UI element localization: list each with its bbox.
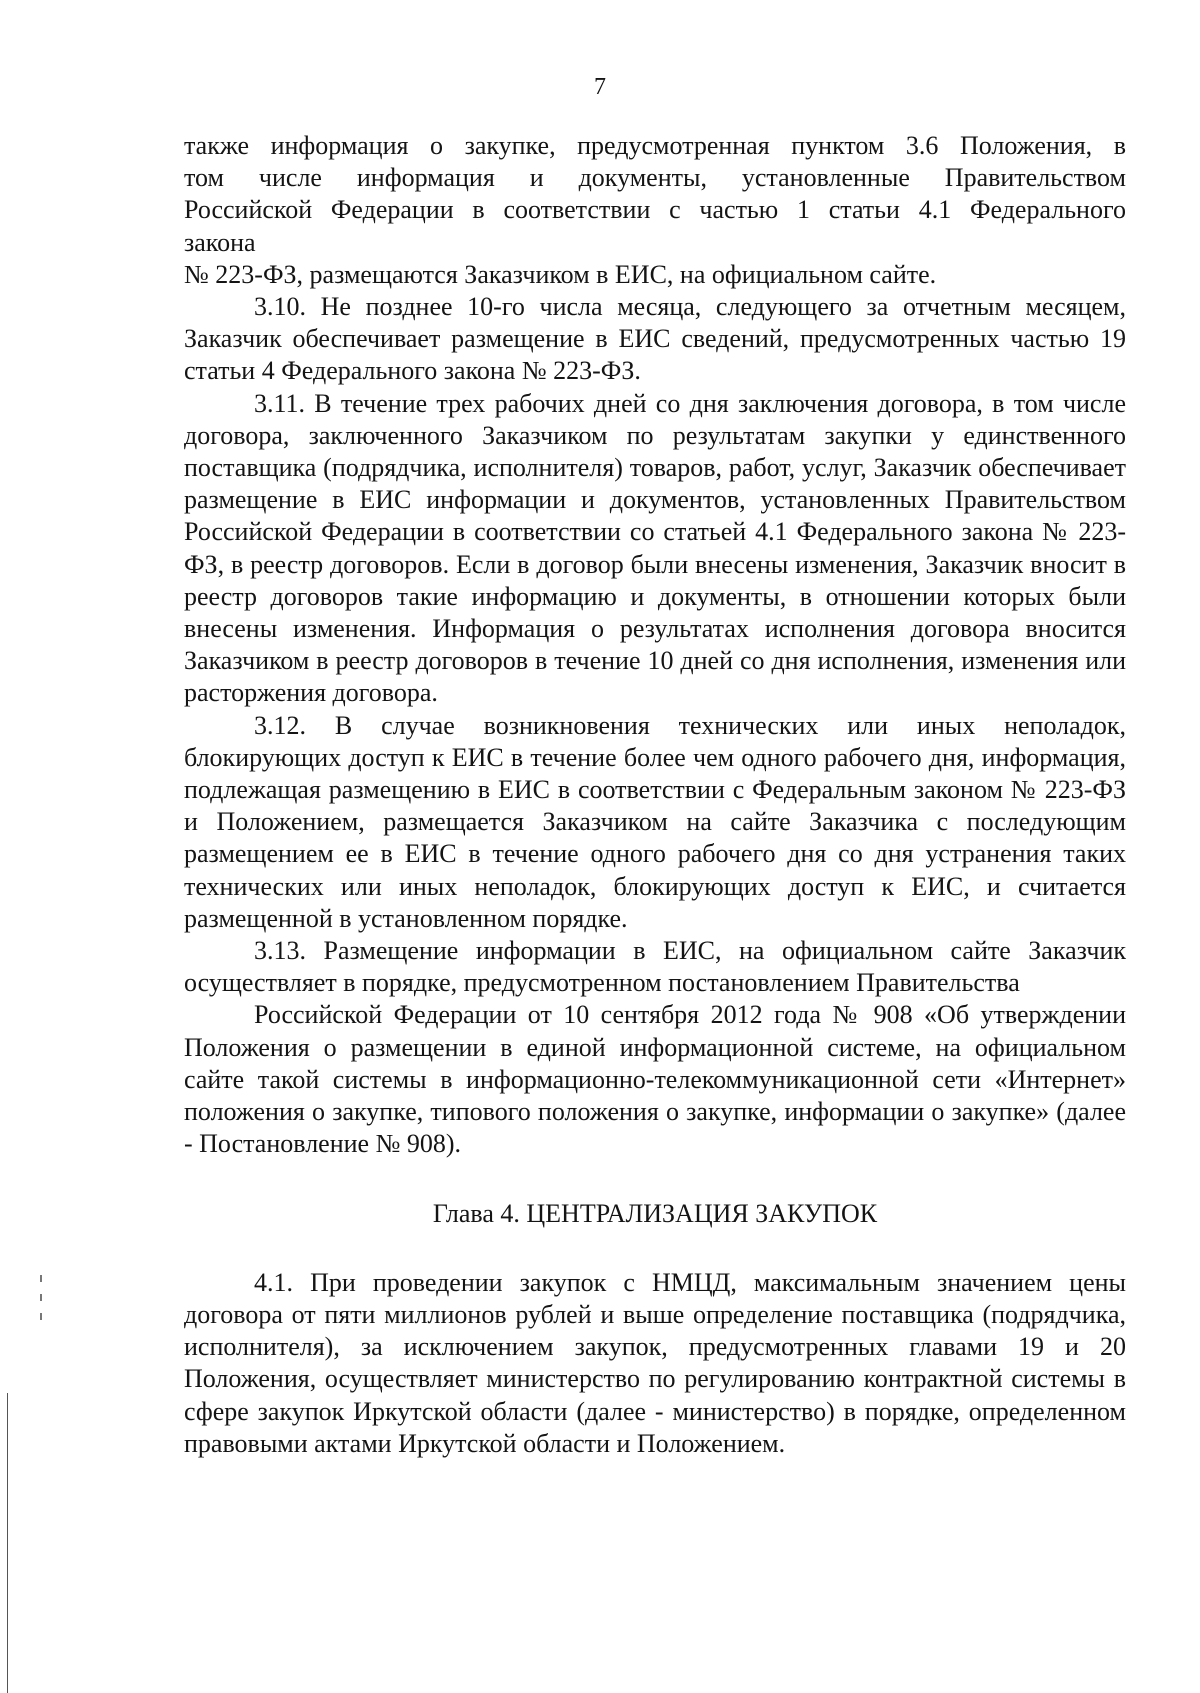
paragraph-3-13-line-2: осуществляет в порядке, предусмотренном постановлением Правительства	[184, 968, 1020, 998]
scan-margin-mark	[40, 1313, 42, 1320]
text-line: Российской Федерации в соответствии с частью 1 статьи 4.1 Федерального	[184, 195, 1126, 225]
text-line: закона	[184, 227, 256, 257]
paragraph-3-13-continuation: Российской Федерации от 10 сентября 2012 года № 908 «Об утверждении Положения о размещении в единой информационной системе, на официальном сайте такой системы в информационно-телекоммуникационной сети «Интернет» положения о закупке, типового положения о закупке, информации о закупке» (далее - Постановление № 908).	[184, 1000, 1126, 1159]
scan-margin-line	[7, 1393, 8, 1693]
chapter-heading: Глава 4. ЦЕНТРАЛИЗАЦИЯ ЗАКУПОК	[432, 1198, 878, 1228]
page-number: 7	[594, 74, 606, 100]
paragraph-4-1: 4.1. При проведении закупок с НМЦД, максимальным значением цены договора от пяти миллионов рублей и выше определение поставщика (подрядчика, исполнителя), за исключением закупок, предусмотренных главами 19 и 20 Положения, осуществляет министерство по регулированию контрактной системы в сфере закупок Иркутской области (далее - министерство) в порядке, определенном правовыми актами Иркутской области и Положением.	[184, 1267, 1126, 1458]
scan-margin-mark	[40, 1275, 42, 1282]
text-line: также информация о закупке, предусмотренная пунктом 3.6 Положения, в	[184, 131, 1126, 160]
document-body	[184, 130, 1126, 1460]
text-line: № 223-ФЗ, размещаются Заказчиком в ЕИС, на официальном сайте.	[184, 259, 937, 289]
paragraph-3-12: 3.12. В случае возникновения технических или иных неполадок, блокирующих доступ к ЕИС в течение более чем одного рабочего дня, информация, подлежащая размещению в ЕИС в соответствии с Федеральным законом № 223-ФЗ и Положением, размещается Заказчиком на сайте Заказчика с последующим размещением ее в ЕИС в течение одного рабочего дня со дня устранения таких технических или иных неполадок, блокирующих доступ к ЕИС, и считается размещенной в установленном порядке.	[184, 710, 1126, 933]
scan-margin-mark	[40, 1294, 42, 1301]
text-line: том числе информация и документы, установленные Правительством	[184, 163, 1126, 193]
paragraph-3-13-line-1: 3.13. Размещение информации в ЕИС, на официальном сайте Заказчик	[254, 936, 1126, 966]
paragraph-3-10: 3.10. Не позднее 10-го числа месяца, следующего за отчетным месяцем, Заказчик обеспечивает размещение в ЕИС сведений, предусмотренных частью 19 статьи 4 Федерального закона № 223-ФЗ.	[184, 292, 1126, 386]
paragraph-3-11: 3.11. В течение трех рабочих дней со дня заключения договора, в том числе договора, заключенного Заказчиком по результатам закупки у единственного поставщика (подрядчика, исполнителя) товаров, работ, услуг, Заказчик обеспечивает размещение в ЕИС информации и документов, установленных Правительством Российской Федерации в соответствии со статьей 4.1 Федерального закона № 223-ФЗ, в реестр договоров. Если в договор были внесены изменения, Заказчик вносит в реестр договоров такие информацию и документы, в отношении которых были внесены изменения. Информация о результатах исполнения договора вносится Заказчиком в реестр договоров в течение 10 дней со дня исполнения, изменения или расторжения договора.	[184, 388, 1126, 708]
